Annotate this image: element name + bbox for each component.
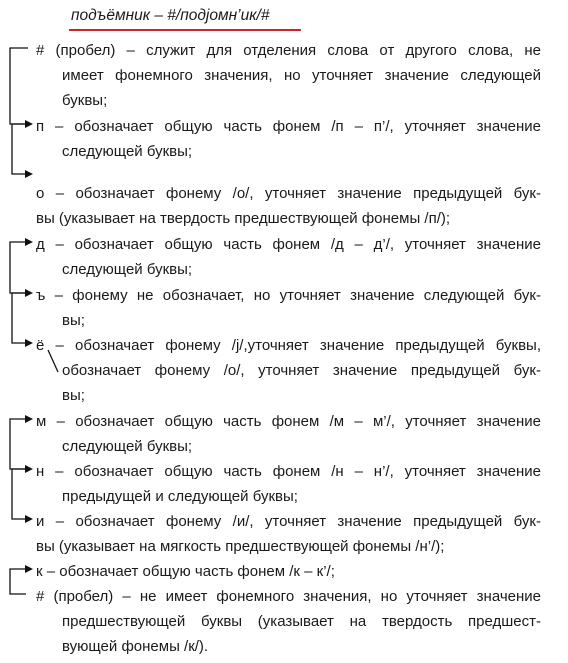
entry-line: н – обозначает общую часть фонем /н – н’/, уточняет значение bbox=[36, 463, 541, 480]
arrowhead-icon bbox=[25, 415, 33, 423]
entry-line: д – обозначает общую часть фонем /д – д’/, уточняет значение bbox=[36, 236, 541, 253]
entry-line: и – обозначает фонему /и/, уточняет значение предыдущей бук- bbox=[36, 513, 541, 530]
arrow-connector bbox=[12, 469, 28, 519]
entry-line: ё – обозначает фонему /j/,уточняет значение предыдущей буквы, bbox=[36, 337, 541, 354]
entry-line: имеет фонемного значения, но уточняет значение следующей bbox=[62, 67, 541, 84]
entry-line: буквы; bbox=[62, 92, 108, 109]
entry-line: предыдущей и следующей буквы; bbox=[62, 488, 298, 505]
entry-line: к – обозначает общую часть фонем /к – к’/; bbox=[36, 563, 335, 580]
arrow-connector bbox=[10, 48, 28, 124]
entry-line: вы (указывает на мягкость предшествующей фонемы /н’/); bbox=[36, 538, 445, 555]
arrowhead-icon bbox=[25, 339, 33, 347]
entry-line: п – обозначает общую часть фонем /п – п’/, уточняет значение bbox=[36, 118, 541, 135]
arrowhead-icon bbox=[25, 565, 33, 573]
entry-line: # (пробел) – не имеет фонемного значения, но уточняет значение bbox=[36, 588, 541, 605]
entry-line: следующей буквы; bbox=[62, 261, 193, 278]
entry-line: вы (указывает на твердость предшествующей фонемы /п/); bbox=[36, 210, 451, 227]
arrow-connector bbox=[10, 419, 28, 469]
arrow-connector bbox=[10, 242, 28, 293]
arrowhead-icon bbox=[25, 170, 33, 178]
entry-line: следующей буквы; bbox=[62, 438, 193, 455]
entry-line: о – обозначает фонему /о/, уточняет значение предыдущей бук- bbox=[36, 185, 541, 202]
entry-line: следующей буквы; bbox=[62, 143, 193, 160]
entry-line: вующей фонемы /к/). bbox=[62, 638, 209, 655]
arrow-connector bbox=[48, 350, 58, 372]
arrowhead-icon bbox=[25, 515, 33, 523]
arrowhead-icon bbox=[25, 238, 33, 246]
arrow-connector bbox=[12, 124, 28, 174]
entry-line: предшествующей буквы (указывает на твердость предшест- bbox=[62, 613, 541, 630]
entry-line: м – обозначает общую часть фонем /м – м’/, уточняет значение bbox=[36, 413, 541, 430]
entry-line: вы; bbox=[62, 312, 85, 329]
page-title: подъёмник – #/подjомн’ик/# bbox=[71, 7, 270, 24]
arrow-connector bbox=[12, 293, 28, 343]
entry-line: ъ – фонему не обозначает, но уточняет значение следующей бук- bbox=[36, 287, 541, 304]
entry-line: вы; bbox=[62, 387, 85, 404]
entry-line: # (пробел) – служит для отделения слова от другого слова, не bbox=[36, 42, 541, 59]
entry-line: обозначает фонему /о/, уточняет значение предыдущей бук- bbox=[62, 362, 541, 379]
